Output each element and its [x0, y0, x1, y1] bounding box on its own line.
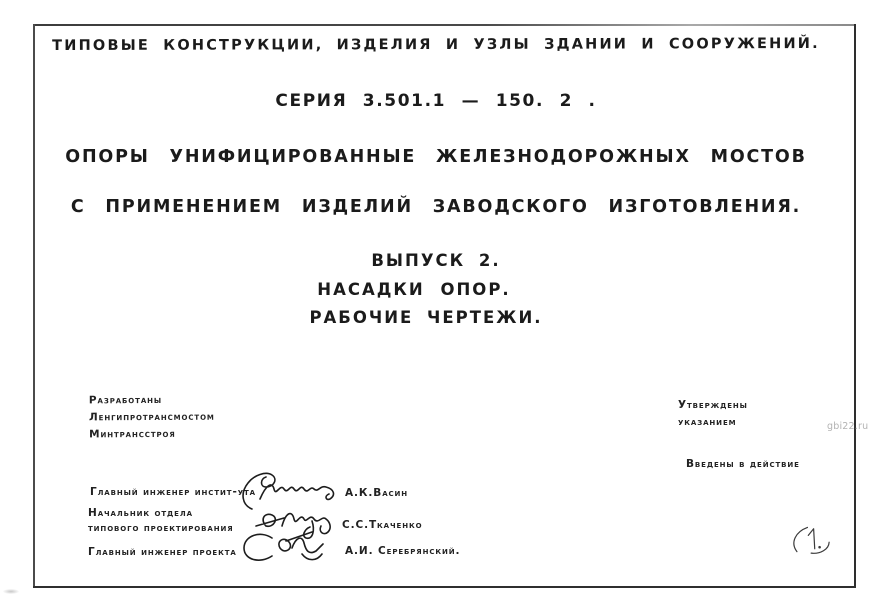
title-line-1: ОПОРЫ УНИФИЦИРОВАННЫЕ ЖЕЛЕЗНОДОРОЖНЫХ МОСТОВ — [65, 147, 807, 167]
developer-ministry: Минтрансстроя — [89, 427, 176, 441]
signature-name-2: С.С.Ткаченко — [342, 519, 423, 531]
border-left — [33, 24, 35, 588]
signature-role-3: Главный инженер проекта — [88, 546, 237, 558]
border-top — [33, 24, 856, 26]
issue-number: ВЫПУСК 2. — [371, 251, 501, 270]
page-number-mark — [779, 519, 845, 565]
signature-name-1: А.К.Васин — [345, 487, 409, 499]
document-header: ТИПОВЫЕ КОНСТРУКЦИИ, ИЗДЕЛИЯ И УЗЛЫ ЗДАНИИ И СООРУЖЕНИЙ. — [52, 35, 820, 55]
page-number-value — [806, 536, 807, 537]
signature-role-1: Главный инженер инстит-ута — [90, 486, 256, 498]
developed-by-line: Разработаны — [88, 393, 163, 407]
subtitle-line-1: НАСАДКИ ОПОР. — [317, 280, 511, 299]
approved-line-1: Утверждены — [678, 399, 748, 411]
developer-org: Ленгипротрансмостом — [88, 410, 215, 424]
series-number: СЕРИЯ 3.501.1 — 150. 2 . — [275, 91, 597, 111]
signature-name-3: А.И. Серебрянский. — [345, 545, 461, 557]
border-right — [854, 24, 856, 588]
title-line-2: С ПРИМЕНЕНИЕМ ИЗДЕЛИЙ ЗАВОДСКОГО ИЗГОТОВЛЕНИЯ. — [70, 197, 802, 217]
developed-by-block — [89, 392, 215, 444]
signature-role-2: Начальник отдела типового проектирования — [88, 507, 234, 534]
border-bottom — [33, 586, 856, 588]
watermark: gbi22.ru — [827, 421, 869, 432]
approved-line-2: указанием — [678, 416, 737, 428]
effective-line: Введены в действие — [686, 458, 800, 470]
subtitle-line-2: РАБОЧИЕ ЧЕРТЕЖИ. — [309, 308, 543, 327]
signature-scribble-3 — [238, 528, 330, 570]
approval-block — [678, 397, 748, 431]
scan-artifact — [3, 589, 19, 594]
